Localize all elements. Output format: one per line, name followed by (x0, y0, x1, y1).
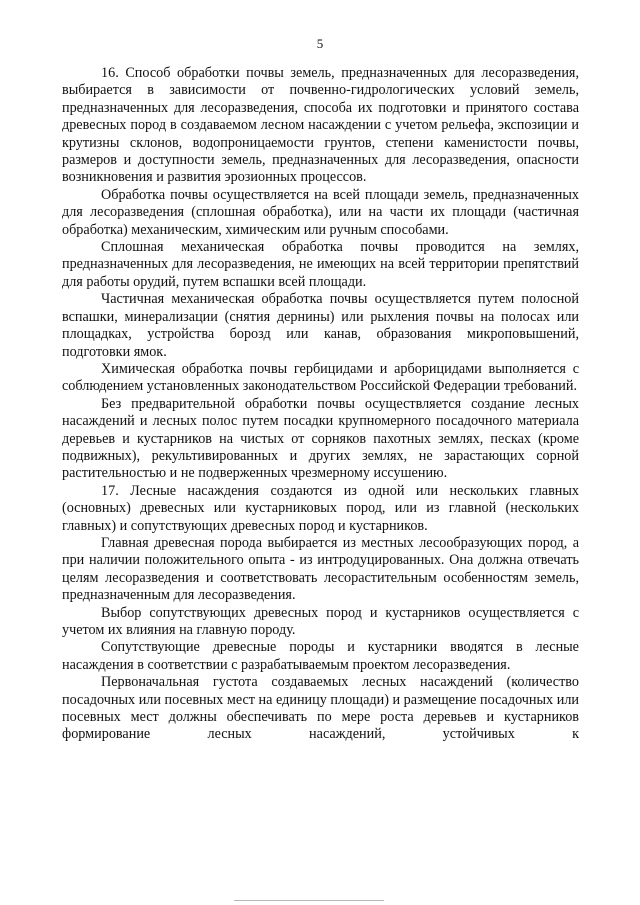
paragraph-initial-density: Первоначальная густота создаваемых лесных насаждений (количество посадочных или посевных мест на единицу площади) и размещение посадочных или посевных мест должны обеспечивать по мере роста деревьев и кустарников формирование лесных насаждений, устойчивых к (62, 674, 579, 743)
paragraph-17-forest-composition: 17. Лесные насаждения создаются из одной или нескольких главных (основных) древесных или кустарниковых пород, или из главной (нескольких главных) и сопутствующих древесных пород и кустарников. (62, 482, 579, 534)
paragraph-partial-mechanical-treatment: Частичная механическая обработка почвы осуществляется путем полосной вспашки, минерализации (снятия дернины) или рыхления почвы на полосах или площадках, устройства борозд или канав, образования микроповышений, подготовки ямок. (62, 291, 579, 360)
scan-edge-line (234, 900, 384, 901)
page-number: 5 (316, 36, 324, 51)
paragraph-no-pretreatment: Без предварительной обработки почвы осуществляется создание лесных насаждений и лесных полос путем посадки крупномерного посадочного материала деревьев и кустарников на чистых от сорняков пахотных землях, песках (кроме подвижных), рекультивированных и других землях, не зарастающих сорной растительностью и не подверженных чрезмерному иссушению. (62, 395, 579, 482)
paragraph-16-soil-treatment-method: 16. Способ обработки почвы земель, предназначенных для лесоразведения, выбирается в зависимости от почвенно-гидрологических условий земель, предназначенных для лесоразведения, способа их подготовки и принятого состава древесных пород в создаваемом лесном насаждении с учетом рельефа, экспозиции и крутизны склонов, водопроницаемости грунтов, степени каменистости почвы, размеров и доступности земель, предназначенных для лесоразведения, опасности возникновения и развития эрозионных процессов. (62, 65, 579, 186)
paragraph-chemical-treatment: Химическая обработка почвы гербицидами и арборицидами выполняется с соблюдением установленных законодательством Российской Федерации требований. (62, 360, 579, 395)
paragraph-companion-selection: Выбор сопутствующих древесных пород и кустарников осуществляется с учетом их влияния на главную породу. (62, 604, 579, 638)
paragraph-continuous-mechanical-treatment: Сплошная механическая обработка почвы проводится на землях, предназначенных для лесоразведения, не имеющих на всей территории препятствий для работы орудий, путем вспашки всей площади. (62, 239, 579, 290)
paragraph-companion-introduction: Сопутствующие древесные породы и кустарники вводятся в лесные насаждения в соответствии с разрабатываемым проектом лесоразведения. (62, 639, 579, 673)
paragraph-main-species: Главная древесная порода выбирается из местных лесообразующих пород, а при наличии положительного опыта - из интродуцированных. Она должна отвечать целям лесоразведения и соответствовать лесорастительным особенностям земель, предназначенным для лесоразведения. (62, 534, 579, 604)
document-body (62, 65, 579, 744)
paragraph-treatment-area: Обработка почвы осуществляется на всей площади земель, предназначенных для лесоразведения (сплошная обработка), или на части их площади (частичная обработка) механическим, химическим или ручным способами. (62, 186, 579, 238)
